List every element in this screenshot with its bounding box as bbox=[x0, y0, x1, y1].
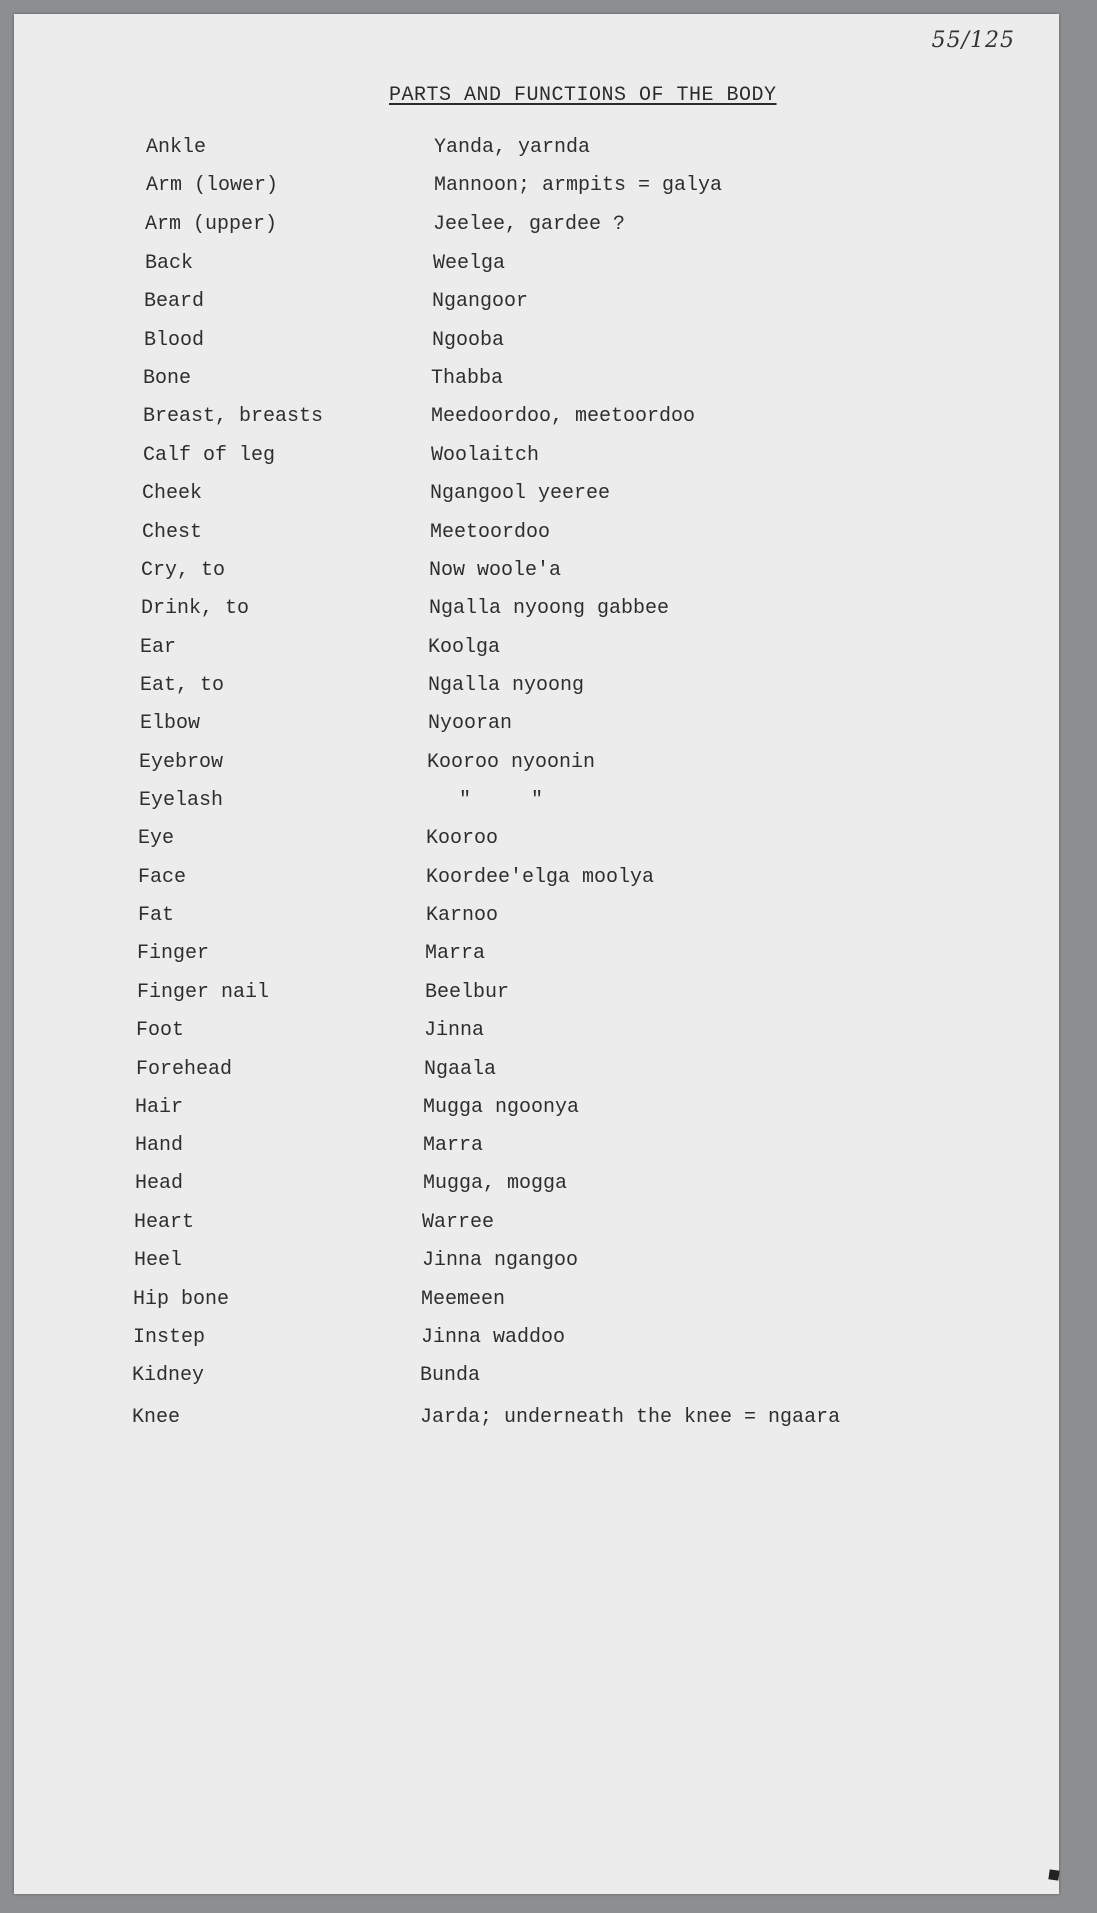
entry-translation: Ngangool yeeree bbox=[430, 482, 611, 505]
entry-term: Fat bbox=[138, 904, 175, 927]
entry-term: Heart bbox=[134, 1211, 195, 1234]
entry-translation: Mugga ngoonya bbox=[423, 1096, 580, 1119]
entry-translation: Karnoo bbox=[426, 904, 499, 927]
entry-translation: Weelga bbox=[433, 252, 506, 275]
entry-translation: Jinna waddoo bbox=[421, 1326, 566, 1349]
entry-term: Eat, to bbox=[140, 674, 225, 697]
entry-term: Arm (upper) bbox=[145, 213, 278, 236]
entry-translation: Woolaitch bbox=[431, 444, 540, 467]
entry-term: Bone bbox=[143, 367, 192, 390]
entry-term: Chest bbox=[142, 521, 203, 544]
entry-translation: Marra bbox=[425, 942, 486, 965]
entry-translation: Meemeen bbox=[421, 1288, 506, 1311]
list-item bbox=[14, 444, 1059, 474]
entry-translation: " " bbox=[459, 789, 544, 812]
entry-term: Knee bbox=[132, 1406, 181, 1429]
entry-term: Face bbox=[138, 866, 187, 889]
entry-term: Drink, to bbox=[141, 597, 250, 620]
entry-term: Ankle bbox=[146, 136, 207, 159]
entry-term: Eye bbox=[138, 827, 175, 850]
entry-translation: Koolga bbox=[428, 636, 501, 659]
entry-translation: Jeelee, gardee ? bbox=[433, 213, 626, 236]
list-item bbox=[14, 559, 1059, 589]
entry-term: Kidney bbox=[132, 1364, 205, 1387]
list-item bbox=[14, 1058, 1059, 1088]
list-item bbox=[14, 405, 1059, 435]
entry-translation: Jinna bbox=[424, 1019, 485, 1042]
entry-translation: Jarda; underneath the knee = ngaara bbox=[420, 1406, 841, 1429]
list-item bbox=[14, 674, 1059, 704]
entry-translation: Nyooran bbox=[428, 712, 513, 735]
entry-translation: Jinna ngangoo bbox=[422, 1249, 579, 1272]
corner-mark bbox=[1048, 1869, 1059, 1880]
entry-translation: Now woole'a bbox=[429, 559, 562, 582]
list-item bbox=[14, 1249, 1059, 1279]
list-item bbox=[14, 1211, 1059, 1241]
list-item bbox=[14, 213, 1059, 243]
entry-term: Cheek bbox=[142, 482, 203, 505]
list-item bbox=[14, 252, 1059, 282]
list-item bbox=[14, 1019, 1059, 1049]
list-item bbox=[14, 174, 1059, 204]
entry-term: Hip bone bbox=[133, 1288, 230, 1311]
entry-term: Eyelash bbox=[139, 789, 224, 812]
list-item bbox=[14, 1172, 1059, 1202]
entry-translation: Mugga, mogga bbox=[423, 1172, 568, 1195]
document-page bbox=[14, 14, 1059, 1894]
list-item bbox=[14, 1406, 1059, 1436]
entry-term: Cry, to bbox=[141, 559, 226, 582]
vocabulary-list bbox=[14, 14, 1059, 1894]
list-item bbox=[14, 1364, 1059, 1394]
list-item bbox=[14, 1134, 1059, 1164]
list-item bbox=[14, 482, 1059, 512]
list-item bbox=[14, 290, 1059, 320]
entry-term: Ear bbox=[140, 636, 177, 659]
list-item bbox=[14, 597, 1059, 627]
entry-term: Forehead bbox=[136, 1058, 233, 1081]
entry-term: Back bbox=[145, 252, 194, 275]
list-item bbox=[14, 521, 1059, 551]
entry-term: Finger bbox=[137, 942, 210, 965]
entry-translation: Kooroo bbox=[426, 827, 499, 850]
list-item bbox=[14, 1288, 1059, 1318]
list-item bbox=[14, 136, 1059, 166]
entry-term: Hair bbox=[135, 1096, 184, 1119]
entry-term: Hand bbox=[135, 1134, 184, 1157]
entry-translation: Ngooba bbox=[432, 329, 505, 352]
entry-translation: Ngalla nyoong gabbee bbox=[429, 597, 670, 620]
entry-translation: Kooroo nyoonin bbox=[427, 751, 596, 774]
entry-translation: Yanda, yarnda bbox=[434, 136, 591, 159]
list-item bbox=[14, 942, 1059, 972]
entry-translation: Meetoordoo bbox=[430, 521, 551, 544]
entry-translation: Warree bbox=[422, 1211, 495, 1234]
list-item bbox=[14, 981, 1059, 1011]
list-item bbox=[14, 1096, 1059, 1126]
page-reference: 55/125 bbox=[931, 28, 1015, 53]
page-title: PARTS AND FUNCTIONS OF THE BODY bbox=[389, 84, 777, 107]
entry-term: Heel bbox=[134, 1249, 183, 1272]
entry-term: Beard bbox=[144, 290, 205, 313]
entry-translation: Koordee'elga moolya bbox=[426, 866, 655, 889]
entry-translation: Ngalla nyoong bbox=[428, 674, 585, 697]
entry-translation: Mannoon; armpits = galya bbox=[434, 174, 723, 197]
entry-term: Elbow bbox=[140, 712, 201, 735]
entry-term: Blood bbox=[144, 329, 205, 352]
list-item bbox=[14, 827, 1059, 857]
entry-term: Head bbox=[135, 1172, 184, 1195]
list-item bbox=[14, 636, 1059, 666]
list-item bbox=[14, 712, 1059, 742]
entry-translation: Ngangoor bbox=[432, 290, 529, 313]
entry-term: Breast, breasts bbox=[143, 405, 324, 428]
list-item bbox=[14, 1326, 1059, 1356]
entry-translation: Meedoordoo, meetoordoo bbox=[431, 405, 696, 428]
list-item bbox=[14, 789, 1059, 819]
entry-term: Instep bbox=[133, 1326, 206, 1349]
entry-term: Eyebrow bbox=[139, 751, 224, 774]
list-item bbox=[14, 751, 1059, 781]
entry-translation: Thabba bbox=[431, 367, 504, 390]
entry-translation: Ngaala bbox=[424, 1058, 497, 1081]
entry-translation: Bunda bbox=[420, 1364, 481, 1387]
list-item bbox=[14, 329, 1059, 359]
list-item bbox=[14, 904, 1059, 934]
list-item bbox=[14, 367, 1059, 397]
entry-term: Finger nail bbox=[137, 981, 270, 1004]
entry-term: Foot bbox=[136, 1019, 185, 1042]
entry-translation: Beelbur bbox=[425, 981, 510, 1004]
entry-term: Arm (lower) bbox=[146, 174, 279, 197]
entry-term: Calf of leg bbox=[143, 444, 276, 467]
entry-translation: Marra bbox=[423, 1134, 484, 1157]
list-item bbox=[14, 866, 1059, 896]
